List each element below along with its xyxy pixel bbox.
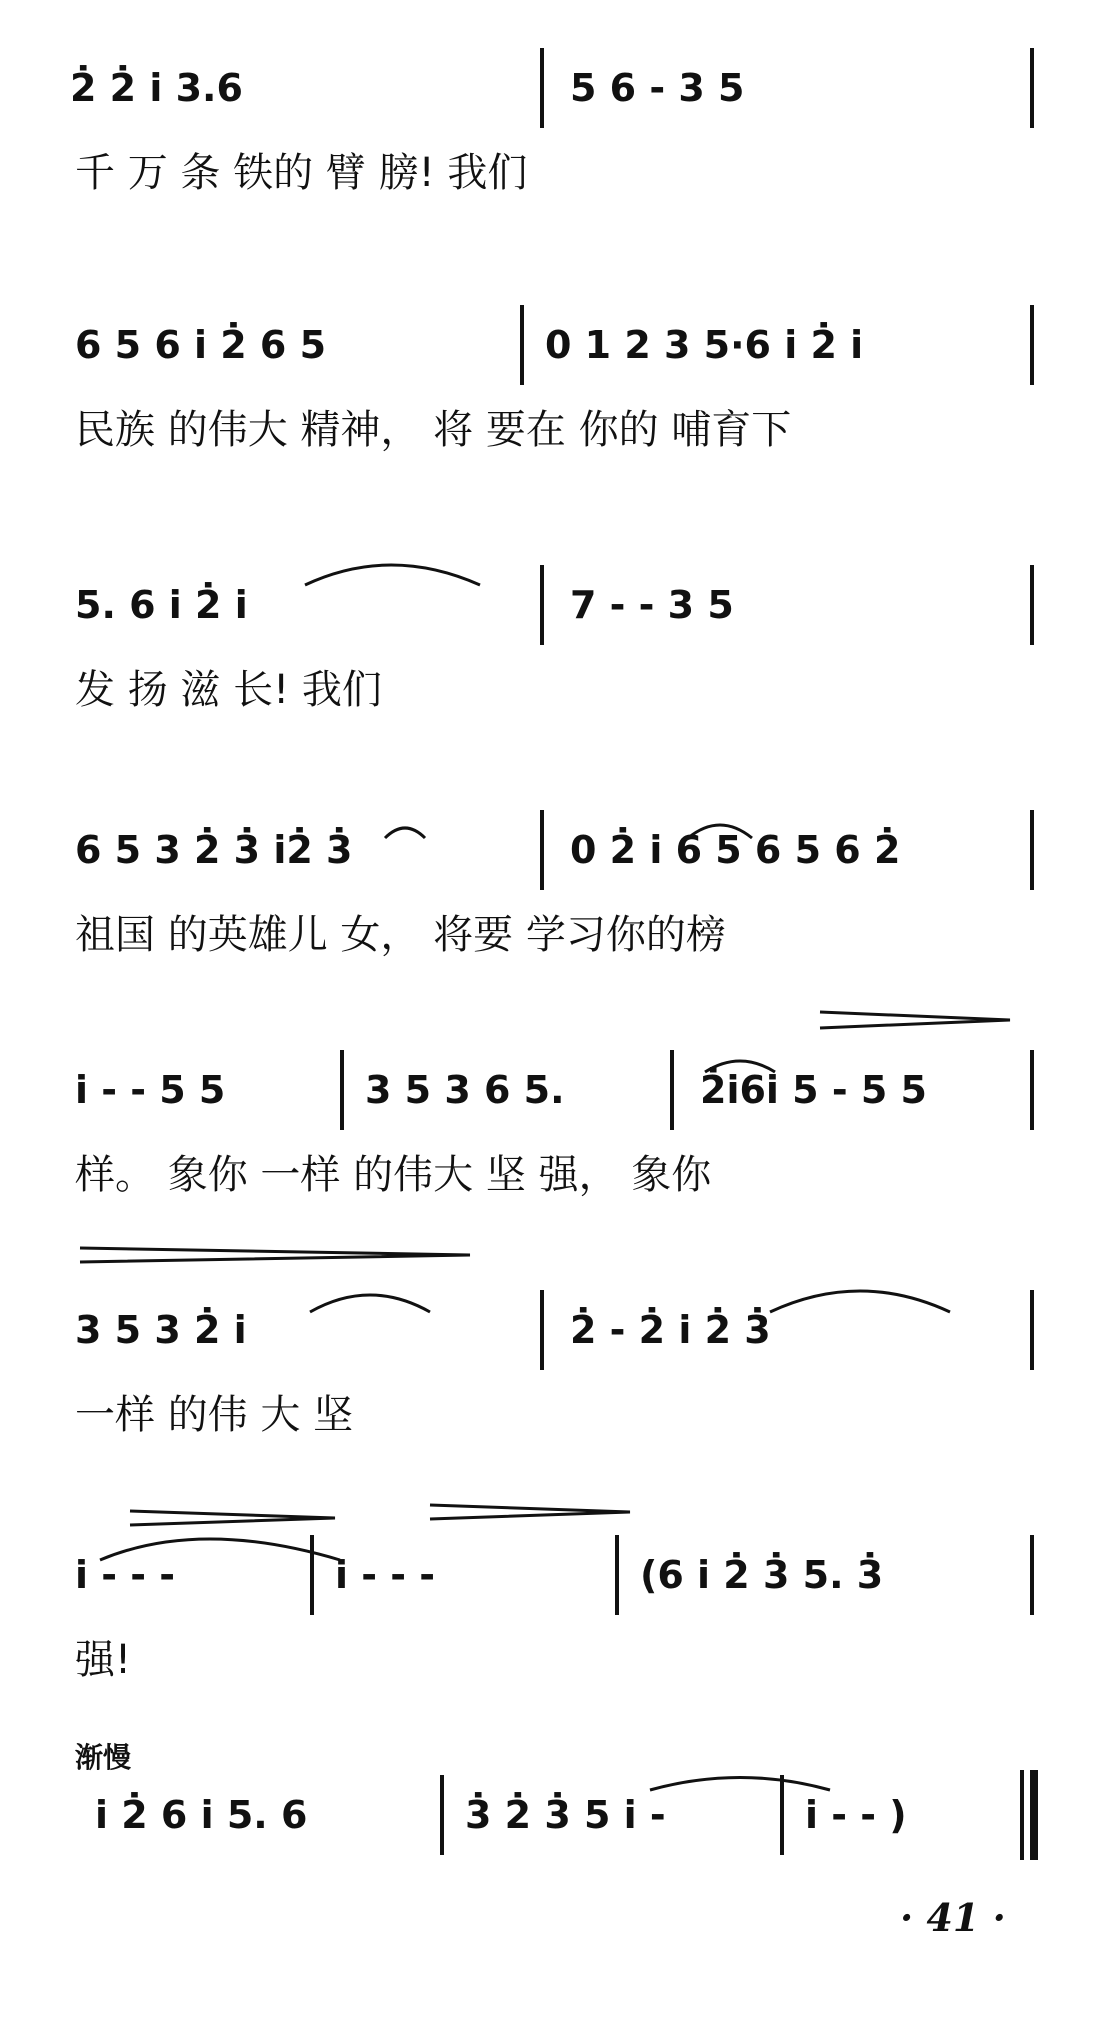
measure-notes: 6 5 3 2̇ 3̇ i̇2̇ 3̇: [75, 828, 353, 872]
score-line: [0, 1290, 1099, 1490]
crescendo-hairpin: [80, 1248, 470, 1262]
lyrics-text: 祖国 的英雄儿 女， 将要 学习你的榜: [75, 912, 726, 958]
tempo-marking: 渐慢: [75, 1741, 132, 1774]
barline: [670, 1050, 674, 1130]
lyrics-row: [0, 395, 1099, 465]
barline: [1030, 810, 1034, 890]
score-line: [0, 810, 1099, 1010]
final-barline-thick: [1030, 1770, 1038, 1860]
measure-notes: 2̇ 2̇ i̇ 3.6: [70, 66, 243, 110]
barline: [540, 810, 544, 890]
measure-notes: 3 5 3 6 5.: [365, 1068, 565, 1112]
measure-notes: 5. 6 i̇ 2̇ i̇: [75, 583, 248, 627]
measure-notes: 3̇ 2̇ 3̇ 5 i̇ -: [465, 1793, 666, 1837]
barline: [1030, 1050, 1034, 1130]
notation-row: [0, 1775, 1099, 1855]
lyrics-text: 一样 的伟 大 坚: [75, 1392, 354, 1438]
measure-notes: i̇ - - ): [805, 1793, 907, 1837]
final-barline-thin: [1020, 1770, 1024, 1860]
barline: [540, 1290, 544, 1370]
measure-notes: i̇ - - -: [75, 1553, 176, 1597]
lyrics-row: [0, 1380, 1099, 1450]
page-number: · 41 ·: [900, 1895, 1006, 1940]
notation-row: [0, 305, 1099, 385]
barline: [340, 1050, 344, 1130]
barline: [1030, 1535, 1034, 1615]
measure-notes: 2̇i̇6i̇ 5 - 5 5: [700, 1068, 927, 1112]
crescendo-hairpin: [130, 1511, 335, 1525]
barline: [440, 1775, 444, 1855]
barline: [1030, 48, 1034, 128]
measure-notes: 2̇ - 2̇ i̇ 2̇ 3̇: [570, 1308, 771, 1352]
score-line: [0, 305, 1099, 505]
measure-notes: (6 i̇ 2̇ 3̇ 5. 3̇: [640, 1553, 884, 1597]
notation-row: [0, 1050, 1099, 1130]
notation-row: [0, 810, 1099, 890]
score-line: [0, 48, 1099, 248]
lyrics-row: [0, 655, 1099, 725]
notation-row: [0, 1535, 1099, 1615]
barline: [780, 1775, 784, 1855]
measure-notes: 0 1 2 3 5·6 i̇ 2̇ i̇: [545, 323, 864, 367]
barline: [310, 1535, 314, 1615]
lyrics-text: 发 扬 滋 长! 我们: [75, 667, 382, 713]
lyrics-row: [0, 900, 1099, 970]
measure-notes: 0 2̇ i̇ 6 5 6 5 6 2̇: [570, 828, 901, 872]
barline: [540, 48, 544, 128]
barline: [1030, 565, 1034, 645]
measure-notes: 7 - - 3 5: [570, 583, 734, 627]
crescendo-hairpin: [820, 1012, 1010, 1028]
measure-notes: i̇ 2̇ 6 i̇ 5. 6: [95, 1793, 308, 1837]
barline: [520, 305, 524, 385]
score-line: [0, 565, 1099, 765]
notation-row: [0, 1290, 1099, 1370]
lyrics-text: 千 万 条 铁的 臂 膀! 我们: [75, 150, 528, 196]
lyrics-row: [0, 1140, 1099, 1210]
lyrics-text: 民族 的伟大 精神， 将 要在 你的 哺育下: [75, 407, 792, 453]
decrescendo-hairpin: [430, 1505, 630, 1519]
score-line: [0, 1535, 1099, 1735]
barline: [615, 1535, 619, 1615]
measure-notes: 6 5 6 i̇ 2̇ 6 5: [75, 323, 327, 367]
notation-row: [0, 48, 1099, 128]
lyrics-row: [0, 1625, 1099, 1695]
measure-notes: 5 6 - 3 5: [570, 66, 745, 110]
notation-row: [0, 565, 1099, 645]
measure-notes: i̇ - - 5 5: [75, 1068, 226, 1112]
lyrics-text: 样。 象你 一样 的伟大 坚 强， 象你: [75, 1152, 712, 1198]
barline: [1030, 305, 1034, 385]
measure-notes: 3 5 3 2̇ i̇: [75, 1308, 247, 1352]
measure-notes: i̇ - - -: [335, 1553, 436, 1597]
lyrics-row: [0, 138, 1099, 208]
score-line: [0, 1050, 1099, 1250]
lyrics-text: 强!: [75, 1637, 132, 1683]
barline: [1030, 1290, 1034, 1370]
score-line: [0, 1775, 1099, 1975]
barline: [540, 565, 544, 645]
